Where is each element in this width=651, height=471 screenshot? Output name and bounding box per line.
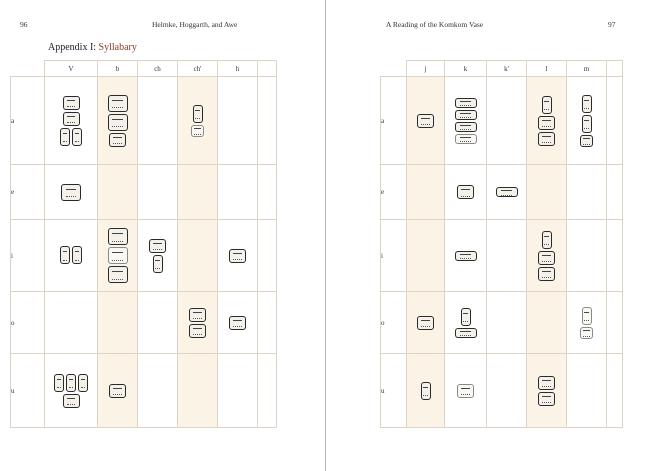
maya-glyph-icon (189, 324, 206, 338)
syllable-cell (138, 220, 178, 292)
syllable-cell (218, 77, 258, 165)
syllable-cell (527, 220, 567, 292)
maya-glyph-icon (496, 187, 518, 197)
left-running-head: Helmke, Hoggarth, and Awe (152, 20, 238, 29)
section-heading (48, 42, 137, 53)
syllable-cell (527, 354, 567, 428)
syllable-cell (445, 220, 487, 292)
section-prefix: Appendix I: (48, 42, 97, 53)
maya-glyph-icon (580, 327, 593, 339)
column-header: h (218, 61, 258, 77)
syllable-cell (45, 77, 98, 165)
maya-glyph-icon (108, 114, 128, 131)
maya-glyph-icon (66, 374, 76, 392)
maya-glyph-icon (229, 316, 246, 330)
syllable-cell (567, 354, 607, 428)
syllable-cell (98, 77, 138, 165)
row-header: a (381, 77, 407, 165)
maya-glyph-icon (582, 95, 592, 113)
syllable-cell (487, 292, 527, 354)
column-header: V (45, 61, 98, 77)
syllable-cell (218, 165, 258, 220)
maya-glyph-icon (538, 132, 555, 146)
syllable-cell (218, 354, 258, 428)
syllable-cell (138, 354, 178, 428)
table-row (11, 292, 277, 354)
syllable-cell (445, 354, 487, 428)
maya-glyph-icon (457, 185, 474, 199)
syllable-cell (178, 354, 218, 428)
column-header: b (98, 61, 138, 77)
row-header: o (381, 292, 407, 354)
syllable-cell (407, 354, 445, 428)
maya-glyph-icon (149, 239, 166, 253)
syllable-cell (218, 292, 258, 354)
syllable-cell (567, 77, 607, 165)
syllable-cell (178, 292, 218, 354)
maya-glyph-icon (229, 249, 246, 263)
row-header: u (381, 354, 407, 428)
maya-glyph-icon (582, 307, 592, 325)
syllable-cell (487, 220, 527, 292)
maya-glyph-icon (417, 114, 434, 128)
maya-glyph-icon (542, 231, 552, 249)
syllable-cell (407, 77, 445, 165)
syllable-cell (218, 220, 258, 292)
maya-glyph-icon (63, 96, 80, 110)
table-row (11, 220, 277, 292)
maya-glyph-icon (60, 128, 70, 146)
maya-glyph-icon (54, 374, 64, 392)
column-header: j (407, 61, 445, 77)
syllable-cell (178, 77, 218, 165)
syllable-cell (138, 292, 178, 354)
maya-glyph-icon (108, 266, 128, 283)
section-title: Syllabary (98, 42, 137, 53)
table-row (381, 292, 623, 354)
maya-glyph-icon (455, 251, 477, 261)
table-row (381, 77, 623, 165)
maya-glyph-icon (72, 246, 82, 264)
syllable-cell (98, 165, 138, 220)
table-row (11, 165, 277, 220)
maya-glyph-icon (72, 128, 82, 146)
left-page (0, 0, 325, 471)
syllable-cell (567, 165, 607, 220)
right-page-number: 97 (608, 20, 616, 29)
maya-glyph-icon (455, 328, 477, 338)
syllable-cell (487, 77, 527, 165)
maya-glyph-icon (538, 267, 555, 281)
syllable-cell (178, 220, 218, 292)
maya-glyph-icon (193, 105, 203, 123)
syllable-cell (98, 292, 138, 354)
maya-glyph-icon (109, 384, 126, 398)
table-row (381, 354, 623, 428)
maya-glyph-icon (191, 125, 204, 137)
maya-glyph-icon (421, 382, 431, 400)
syllable-cell (445, 77, 487, 165)
syllable-cell (45, 165, 98, 220)
syllable-cell (487, 165, 527, 220)
syllable-cell (407, 292, 445, 354)
syllable-cell (567, 220, 607, 292)
maya-glyph-icon (455, 122, 477, 132)
column-header: ch' (178, 61, 218, 77)
syllable-cell (527, 165, 567, 220)
syllable-cell (527, 77, 567, 165)
row-header: i (11, 220, 45, 292)
syllable-cell (567, 292, 607, 354)
row-header: o (11, 292, 45, 354)
syllable-cell (98, 220, 138, 292)
syllable-cell (178, 165, 218, 220)
maya-glyph-icon (542, 96, 552, 114)
maya-glyph-icon (580, 135, 593, 147)
maya-glyph-icon (78, 374, 88, 392)
maya-glyph-icon (538, 116, 555, 130)
table-row (11, 354, 277, 428)
syllable-cell (138, 77, 178, 165)
table-row (11, 77, 277, 165)
syllable-cell (138, 165, 178, 220)
maya-glyph-icon (582, 115, 592, 133)
syllabary-table-right (380, 60, 623, 428)
maya-glyph-icon (538, 392, 555, 406)
header-row (11, 61, 277, 77)
maya-glyph-icon (153, 255, 163, 273)
maya-glyph-icon (63, 112, 80, 126)
maya-glyph-icon (189, 308, 206, 322)
maya-glyph-icon (108, 247, 128, 264)
syllable-cell (527, 292, 567, 354)
maya-glyph-icon (108, 228, 128, 245)
row-header: i (381, 220, 407, 292)
syllable-cell (45, 292, 98, 354)
syllable-cell (407, 220, 445, 292)
maya-glyph-icon (538, 251, 555, 265)
row-header: u (11, 354, 45, 428)
syllable-cell (445, 165, 487, 220)
maya-glyph-icon (63, 394, 80, 408)
column-header: k' (487, 61, 527, 77)
column-header: k (445, 61, 487, 77)
maya-glyph-icon (108, 95, 128, 112)
maya-glyph-icon (455, 98, 477, 108)
syllable-cell (45, 220, 98, 292)
maya-glyph-icon (455, 134, 477, 144)
syllable-cell (445, 292, 487, 354)
syllable-cell (45, 354, 98, 428)
row-header: a (11, 77, 45, 165)
header-row (381, 61, 623, 77)
table-row (381, 220, 623, 292)
maya-glyph-icon (455, 110, 477, 120)
maya-glyph-icon (457, 384, 474, 398)
syllable-cell (98, 354, 138, 428)
maya-glyph-icon (538, 376, 555, 390)
maya-glyph-icon (417, 316, 434, 330)
column-header: ch (138, 61, 178, 77)
column-header: l (527, 61, 567, 77)
syllable-cell (487, 354, 527, 428)
syllabary-table-left (10, 60, 277, 428)
syllable-cell (407, 165, 445, 220)
maya-glyph-icon (109, 133, 126, 147)
maya-glyph-icon (60, 246, 70, 264)
right-running-head: A Reading of the Komkom Vase (386, 20, 484, 29)
maya-glyph-icon (461, 308, 471, 326)
table-row (381, 165, 623, 220)
left-page-number: 96 (20, 20, 28, 29)
maya-glyph-icon (61, 184, 81, 201)
row-header: e (11, 165, 45, 220)
column-header: m (567, 61, 607, 77)
row-header: e (381, 165, 407, 220)
